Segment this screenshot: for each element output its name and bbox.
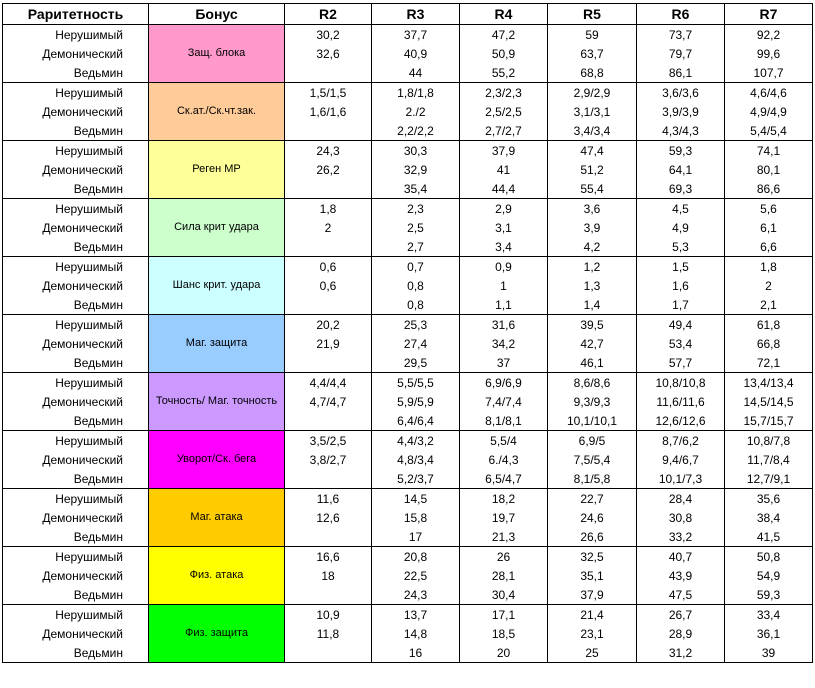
value-cell-r2: 1,6/1,6 <box>285 102 372 121</box>
table-row <box>3 44 813 63</box>
table-row <box>3 624 813 643</box>
table-row <box>3 160 813 179</box>
rarity-cell: Ведьмин <box>3 237 149 257</box>
value-cell-r7: 35,6 <box>725 489 813 509</box>
table-row <box>3 257 813 277</box>
bonus-cell: Шанс крит. удара <box>149 257 285 315</box>
value-cell-r7: 36,1 <box>725 624 813 643</box>
value-cell-r7: 92,2 <box>725 25 813 45</box>
rarity-cell: Ведьмин <box>3 411 149 431</box>
bonus-cell: Реген МР <box>149 141 285 199</box>
bonus-cell: Маг. защита <box>149 315 285 373</box>
value-cell-r7: 15,7/15,7 <box>725 411 813 431</box>
value-cell-r3: 35,4 <box>372 179 460 199</box>
value-cell-r7: 4,9/4,9 <box>725 102 813 121</box>
table-row <box>3 179 813 199</box>
value-cell-r6: 4,9 <box>637 218 725 237</box>
value-cell-r3: 2,5 <box>372 218 460 237</box>
value-cell-r6: 28,4 <box>637 489 725 509</box>
table-row <box>3 643 813 663</box>
value-cell-r7: 12,7/9,1 <box>725 469 813 489</box>
table-row <box>3 237 813 257</box>
value-cell-r5: 55,4 <box>548 179 637 199</box>
value-cell-r5: 24,6 <box>548 508 637 527</box>
value-cell-r4: 34,2 <box>460 334 548 353</box>
value-cell-r2: 2 <box>285 218 372 237</box>
table-row <box>3 334 813 353</box>
value-cell-r6: 69,3 <box>637 179 725 199</box>
rarity-cell: Ведьмин <box>3 121 149 141</box>
table-row <box>3 295 813 315</box>
value-cell-r6: 1,5 <box>637 257 725 277</box>
value-cell-r7: 4,6/4,6 <box>725 83 813 103</box>
value-cell-r7: 99,6 <box>725 44 813 63</box>
value-cell-r2 <box>285 63 372 83</box>
value-cell-r2: 4,4/4,4 <box>285 373 372 393</box>
value-cell-r4: 37,9 <box>460 141 548 161</box>
value-cell-r4: 21,3 <box>460 527 548 547</box>
value-cell-r6: 4,5 <box>637 199 725 219</box>
value-cell-r5: 26,6 <box>548 527 637 547</box>
rarity-cell: Нерушимый <box>3 315 149 335</box>
value-cell-r6: 43,9 <box>637 566 725 585</box>
value-cell-r5: 1,3 <box>548 276 637 295</box>
value-cell-r6: 1,6 <box>637 276 725 295</box>
rarity-cell: Демонический <box>3 334 149 353</box>
value-cell-r2: 11,6 <box>285 489 372 509</box>
rarity-cell: Демонический <box>3 624 149 643</box>
rarity-cell: Ведьмин <box>3 585 149 605</box>
value-cell-r2: 0,6 <box>285 276 372 295</box>
value-cell-r2 <box>285 353 372 373</box>
rarity-cell: Демонический <box>3 276 149 295</box>
value-cell-r4: 6,9/6,9 <box>460 373 548 393</box>
value-cell-r6: 53,4 <box>637 334 725 353</box>
value-cell-r7: 13,4/13,4 <box>725 373 813 393</box>
value-cell-r3: 25,3 <box>372 315 460 335</box>
rarity-cell: Демонический <box>3 44 149 63</box>
value-cell-r2 <box>285 585 372 605</box>
rarity-cell: Нерушимый <box>3 199 149 219</box>
value-cell-r6: 30,8 <box>637 508 725 527</box>
value-cell-r6: 9,4/6,7 <box>637 450 725 469</box>
bonus-cell: Физ. защита <box>149 605 285 663</box>
value-cell-r3: 5,9/5,9 <box>372 392 460 411</box>
value-cell-r4: 28,1 <box>460 566 548 585</box>
value-cell-r6: 11,6/11,6 <box>637 392 725 411</box>
value-cell-r5: 8,6/8,6 <box>548 373 637 393</box>
value-cell-r6: 8,7/6,2 <box>637 431 725 451</box>
rarity-cell: Нерушимый <box>3 489 149 509</box>
value-cell-r6: 86,1 <box>637 63 725 83</box>
table-row <box>3 431 813 451</box>
bonus-cell: Защ. блока <box>149 25 285 83</box>
value-cell-r6: 57,7 <box>637 353 725 373</box>
value-cell-r7: 54,9 <box>725 566 813 585</box>
value-cell-r4: 18,2 <box>460 489 548 509</box>
table-row <box>3 315 813 335</box>
bonus-cell: Уворот/Ск. бега <box>149 431 285 489</box>
value-cell-r4: 3,1 <box>460 218 548 237</box>
rarity-cell: Нерушимый <box>3 547 149 567</box>
value-cell-r5: 21,4 <box>548 605 637 625</box>
table-row <box>3 585 813 605</box>
value-cell-r2 <box>285 527 372 547</box>
value-cell-r2: 21,9 <box>285 334 372 353</box>
value-cell-r3: 14,5 <box>372 489 460 509</box>
rarity-cell: Нерушимый <box>3 141 149 161</box>
value-cell-r2: 1,5/1,5 <box>285 83 372 103</box>
table-row <box>3 489 813 509</box>
value-cell-r7: 6,1 <box>725 218 813 237</box>
table-row <box>3 63 813 83</box>
value-cell-r5: 7,5/5,4 <box>548 450 637 469</box>
value-cell-r4: 1 <box>460 276 548 295</box>
value-cell-r3: 6,4/6,4 <box>372 411 460 431</box>
rarity-cell: Нерушимый <box>3 431 149 451</box>
value-cell-r2 <box>285 411 372 431</box>
value-cell-r3: 0,8 <box>372 295 460 315</box>
rarity-cell: Демонический <box>3 450 149 469</box>
value-cell-r4: 5,5/4 <box>460 431 548 451</box>
value-cell-r7: 10,8/7,8 <box>725 431 813 451</box>
value-cell-r7: 11,7/8,4 <box>725 450 813 469</box>
value-cell-r4: 0,9 <box>460 257 548 277</box>
value-cell-r5: 35,1 <box>548 566 637 585</box>
value-cell-r2 <box>285 295 372 315</box>
value-cell-r6: 40,7 <box>637 547 725 567</box>
value-cell-r6: 47,5 <box>637 585 725 605</box>
value-cell-r3: 5,2/3,7 <box>372 469 460 489</box>
value-cell-r4: 20 <box>460 643 548 663</box>
value-cell-r2: 3,8/2,7 <box>285 450 372 469</box>
header-r4: R4 <box>460 4 548 25</box>
table-row <box>3 450 813 469</box>
bonus-cell: Точность/ Маг. точность <box>149 373 285 431</box>
value-cell-r5: 63,7 <box>548 44 637 63</box>
value-cell-r6: 1,7 <box>637 295 725 315</box>
value-cell-r4: 8,1/8,1 <box>460 411 548 431</box>
value-cell-r7: 6,6 <box>725 237 813 257</box>
value-cell-r3: 13,7 <box>372 605 460 625</box>
value-cell-r6: 5,3 <box>637 237 725 257</box>
value-cell-r4: 6./4,3 <box>460 450 548 469</box>
value-cell-r7: 66,8 <box>725 334 813 353</box>
value-cell-r4: 30,4 <box>460 585 548 605</box>
bonus-cell: Маг. атака <box>149 489 285 547</box>
value-cell-r2: 12,6 <box>285 508 372 527</box>
rarity-cell: Нерушимый <box>3 605 149 625</box>
value-cell-r7: 2,1 <box>725 295 813 315</box>
value-cell-r2: 26,2 <box>285 160 372 179</box>
table-row <box>3 218 813 237</box>
value-cell-r7: 61,8 <box>725 315 813 335</box>
value-cell-r6: 10,8/10,8 <box>637 373 725 393</box>
value-cell-r4: 44,4 <box>460 179 548 199</box>
value-cell-r3: 24,3 <box>372 585 460 605</box>
table-row <box>3 83 813 103</box>
value-cell-r5: 8,1/5,8 <box>548 469 637 489</box>
value-cell-r6: 3,9/3,9 <box>637 102 725 121</box>
header-r7: R7 <box>725 4 813 25</box>
value-cell-r7: 107,7 <box>725 63 813 83</box>
value-cell-r4: 1,1 <box>460 295 548 315</box>
header-row <box>3 4 813 25</box>
value-cell-r6: 79,7 <box>637 44 725 63</box>
value-cell-r5: 2,9/2,9 <box>548 83 637 103</box>
value-cell-r6: 12,6/12,6 <box>637 411 725 431</box>
value-cell-r3: 37,7 <box>372 25 460 45</box>
table-row <box>3 392 813 411</box>
value-cell-r6: 49,4 <box>637 315 725 335</box>
value-cell-r5: 23,1 <box>548 624 637 643</box>
value-cell-r2 <box>285 121 372 141</box>
header-r5: R5 <box>548 4 637 25</box>
table-header <box>3 4 813 25</box>
value-cell-r3: 32,9 <box>372 160 460 179</box>
value-cell-r5: 47,4 <box>548 141 637 161</box>
value-cell-r2: 18 <box>285 566 372 585</box>
value-cell-r7: 72,1 <box>725 353 813 373</box>
value-cell-r6: 59,3 <box>637 141 725 161</box>
value-cell-r6: 10,1/7,3 <box>637 469 725 489</box>
value-cell-r4: 2,5/2,5 <box>460 102 548 121</box>
bonus-cell: Сила крит удара <box>149 199 285 257</box>
header-r3: R3 <box>372 4 460 25</box>
value-cell-r6: 26,7 <box>637 605 725 625</box>
value-cell-r3: 29,5 <box>372 353 460 373</box>
value-cell-r2: 10,9 <box>285 605 372 625</box>
rarity-cell: Демонический <box>3 508 149 527</box>
value-cell-r4: 26 <box>460 547 548 567</box>
value-cell-r5: 4,2 <box>548 237 637 257</box>
value-cell-r6: 64,1 <box>637 160 725 179</box>
value-cell-r3: 27,4 <box>372 334 460 353</box>
rarity-cell: Нерушимый <box>3 25 149 45</box>
value-cell-r5: 3,6 <box>548 199 637 219</box>
value-cell-r7: 5,6 <box>725 199 813 219</box>
value-cell-r2: 32,6 <box>285 44 372 63</box>
value-cell-r2: 24,3 <box>285 141 372 161</box>
value-cell-r4: 3,4 <box>460 237 548 257</box>
value-cell-r3: 4,8/3,4 <box>372 450 460 469</box>
value-cell-r5: 3,4/3,4 <box>548 121 637 141</box>
value-cell-r5: 46,1 <box>548 353 637 373</box>
bonus-cell: Физ. атака <box>149 547 285 605</box>
value-cell-r4: 37 <box>460 353 548 373</box>
value-cell-r7: 39 <box>725 643 813 663</box>
value-cell-r7: 5,4/5,4 <box>725 121 813 141</box>
rarity-cell: Ведьмин <box>3 63 149 83</box>
value-cell-r3: 20,8 <box>372 547 460 567</box>
rarity-cell: Демонический <box>3 566 149 585</box>
value-cell-r6: 31,2 <box>637 643 725 663</box>
value-cell-r7: 33,4 <box>725 605 813 625</box>
value-cell-r4: 41 <box>460 160 548 179</box>
value-cell-r5: 32,5 <box>548 547 637 567</box>
value-cell-r7: 74,1 <box>725 141 813 161</box>
value-cell-r6: 33,2 <box>637 527 725 547</box>
rarity-cell: Нерушимый <box>3 83 149 103</box>
value-cell-r7: 1,8 <box>725 257 813 277</box>
value-cell-r4: 6,5/4,7 <box>460 469 548 489</box>
value-cell-r2 <box>285 237 372 257</box>
value-cell-r5: 37,9 <box>548 585 637 605</box>
value-cell-r5: 59 <box>548 25 637 45</box>
value-cell-r3: 17 <box>372 527 460 547</box>
value-cell-r7: 2 <box>725 276 813 295</box>
value-cell-r4: 17,1 <box>460 605 548 625</box>
rarity-cell: Нерушимый <box>3 257 149 277</box>
value-cell-r4: 2,3/2,3 <box>460 83 548 103</box>
value-cell-r4: 47,2 <box>460 25 548 45</box>
value-cell-r3: 44 <box>372 63 460 83</box>
value-cell-r6: 4,3/4,3 <box>637 121 725 141</box>
rarity-cell: Ведьмин <box>3 353 149 373</box>
value-cell-r2 <box>285 179 372 199</box>
value-cell-r4: 19,7 <box>460 508 548 527</box>
value-cell-r5: 10,1/10,1 <box>548 411 637 431</box>
value-cell-r3: 30,3 <box>372 141 460 161</box>
value-cell-r7: 38,4 <box>725 508 813 527</box>
value-cell-r6: 73,7 <box>637 25 725 45</box>
header-r2: R2 <box>285 4 372 25</box>
value-cell-r3: 40,9 <box>372 44 460 63</box>
value-cell-r3: 2,3 <box>372 199 460 219</box>
table-row <box>3 373 813 393</box>
value-cell-r2 <box>285 643 372 663</box>
table-row <box>3 276 813 295</box>
table-row <box>3 102 813 121</box>
value-cell-r3: 15,8 <box>372 508 460 527</box>
value-cell-r4: 50,9 <box>460 44 548 63</box>
value-cell-r5: 22,7 <box>548 489 637 509</box>
value-cell-r7: 86,6 <box>725 179 813 199</box>
value-cell-r6: 28,9 <box>637 624 725 643</box>
value-cell-r2: 11,8 <box>285 624 372 643</box>
table-row <box>3 411 813 431</box>
table-row <box>3 605 813 625</box>
header-r6: R6 <box>637 4 725 25</box>
value-cell-r5: 6,9/5 <box>548 431 637 451</box>
rarity-cell: Демонический <box>3 218 149 237</box>
value-cell-r3: 2./2 <box>372 102 460 121</box>
rarity-cell: Ведьмин <box>3 179 149 199</box>
value-cell-r2: 16,6 <box>285 547 372 567</box>
value-cell-r3: 4,4/3,2 <box>372 431 460 451</box>
rarity-cell: Демонический <box>3 102 149 121</box>
value-cell-r2 <box>285 469 372 489</box>
value-cell-r3: 14,8 <box>372 624 460 643</box>
header-rarity: Раритетность <box>3 4 149 25</box>
bonus-cell: Ск.ат./Ск.чт.зак. <box>149 83 285 141</box>
table-row <box>3 469 813 489</box>
value-cell-r7: 14,5/14,5 <box>725 392 813 411</box>
value-cell-r4: 18,5 <box>460 624 548 643</box>
value-cell-r2: 30,2 <box>285 25 372 45</box>
table-row <box>3 508 813 527</box>
value-cell-r5: 3,9 <box>548 218 637 237</box>
rarity-cell: Демонический <box>3 160 149 179</box>
value-cell-r6: 3,6/3,6 <box>637 83 725 103</box>
value-cell-r4: 2,7/2,7 <box>460 121 548 141</box>
table-row <box>3 527 813 547</box>
rarity-cell: Нерушимый <box>3 373 149 393</box>
table-row <box>3 353 813 373</box>
value-cell-r3: 0,8 <box>372 276 460 295</box>
value-cell-r4: 2,9 <box>460 199 548 219</box>
rarity-cell: Ведьмин <box>3 527 149 547</box>
value-cell-r5: 68,8 <box>548 63 637 83</box>
value-cell-r5: 25 <box>548 643 637 663</box>
table-body <box>3 25 813 663</box>
value-cell-r5: 1,4 <box>548 295 637 315</box>
bonus-table <box>2 3 813 663</box>
value-cell-r5: 9,3/9,3 <box>548 392 637 411</box>
value-cell-r7: 80,1 <box>725 160 813 179</box>
value-cell-r7: 59,3 <box>725 585 813 605</box>
value-cell-r3: 2,2/2,2 <box>372 121 460 141</box>
rarity-cell: Ведьмин <box>3 469 149 489</box>
rarity-cell: Ведьмин <box>3 295 149 315</box>
value-cell-r7: 50,8 <box>725 547 813 567</box>
value-cell-r2: 4,7/4,7 <box>285 392 372 411</box>
value-cell-r5: 42,7 <box>548 334 637 353</box>
table-row <box>3 199 813 219</box>
table-row <box>3 547 813 567</box>
value-cell-r5: 51,2 <box>548 160 637 179</box>
value-cell-r3: 22,5 <box>372 566 460 585</box>
value-cell-r2: 0,6 <box>285 257 372 277</box>
value-cell-r2: 1,8 <box>285 199 372 219</box>
value-cell-r3: 2,7 <box>372 237 460 257</box>
value-cell-r2: 3,5/2,5 <box>285 431 372 451</box>
rarity-cell: Демонический <box>3 392 149 411</box>
value-cell-r4: 7,4/7,4 <box>460 392 548 411</box>
value-cell-r7: 41,5 <box>725 527 813 547</box>
value-cell-r2: 20,2 <box>285 315 372 335</box>
value-cell-r4: 55,2 <box>460 63 548 83</box>
value-cell-r4: 31,6 <box>460 315 548 335</box>
value-cell-r3: 0,7 <box>372 257 460 277</box>
value-cell-r3: 1,8/1,8 <box>372 83 460 103</box>
value-cell-r5: 1,2 <box>548 257 637 277</box>
header-bonus: Бонус <box>149 4 285 25</box>
table-row <box>3 25 813 45</box>
table-row <box>3 141 813 161</box>
value-cell-r3: 16 <box>372 643 460 663</box>
table-row <box>3 566 813 585</box>
value-cell-r5: 3,1/3,1 <box>548 102 637 121</box>
value-cell-r3: 5,5/5,5 <box>372 373 460 393</box>
rarity-cell: Ведьмин <box>3 643 149 663</box>
table-row <box>3 121 813 141</box>
value-cell-r5: 39,5 <box>548 315 637 335</box>
